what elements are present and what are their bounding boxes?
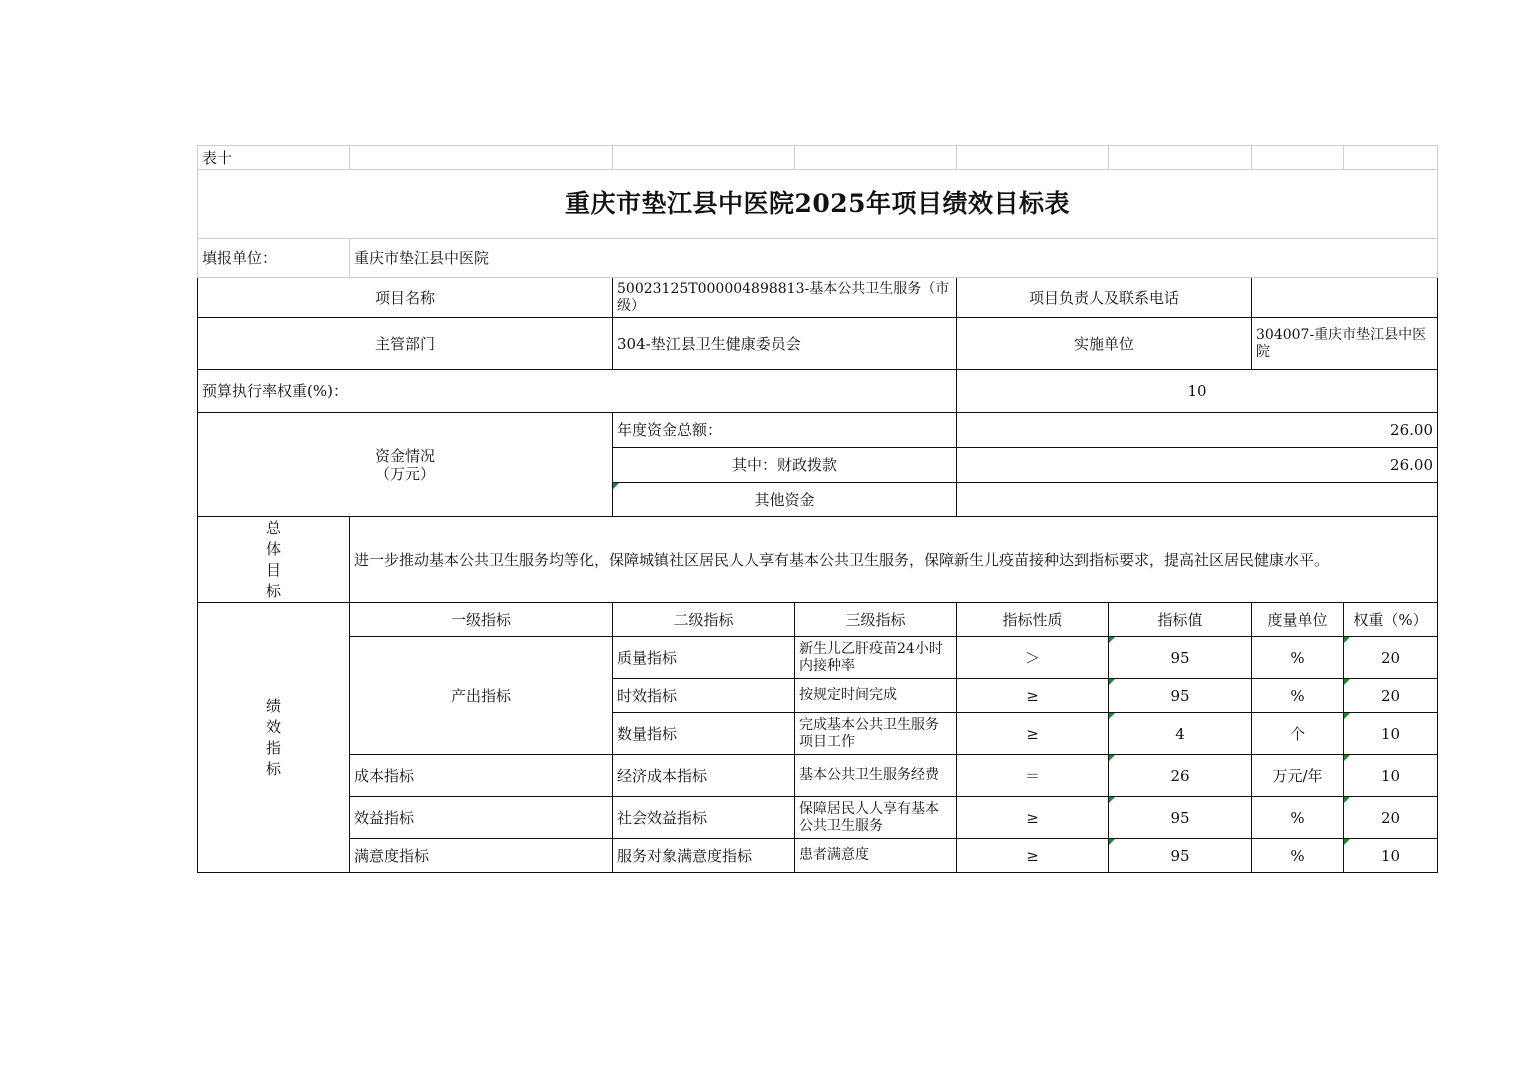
funds-fiscal-label: 其中：财政拨款 (613, 448, 957, 483)
header-level1: 一级指标 (350, 603, 613, 637)
funds-total-row (198, 413, 1438, 448)
unit-cell: % (1252, 797, 1344, 839)
table-row (198, 637, 1438, 679)
funds-total-label: 年度资金总额： (613, 413, 957, 448)
unit-cell: % (1252, 839, 1344, 873)
header-level2: 二级指标 (613, 603, 795, 637)
level3-cell: 基本公共卫生服务经费 (795, 755, 957, 797)
fill-unit-value: 重庆市垫江县中医院 (350, 239, 1438, 278)
weight-cell: 10 (1344, 755, 1438, 797)
value-cell: 95 (1109, 797, 1252, 839)
table-number-row (198, 146, 1438, 170)
level2-cell: 经济成本指标 (613, 755, 795, 797)
department-value: 304-垫江县卫生健康委员会 (613, 318, 957, 370)
level3-cell: 按规定时间完成 (795, 679, 957, 713)
nature-cell: ＞ (957, 637, 1109, 679)
implementing-unit-value: 304007-重庆市垫江县中医院 (1252, 318, 1438, 370)
unit-cell: 万元/年 (1252, 755, 1344, 797)
project-name-row (198, 278, 1438, 318)
funds-fiscal-value: 26.00 (957, 448, 1438, 483)
project-contact-value (1252, 278, 1438, 318)
header-nature: 指标性质 (957, 603, 1109, 637)
unit-cell: 个 (1252, 713, 1344, 755)
budget-weight-label: 预算执行率权重(%)： (198, 370, 957, 413)
weight-cell: 10 (1344, 839, 1438, 873)
nature-cell: ≥ (957, 713, 1109, 755)
level3-cell: 患者满意度 (795, 839, 957, 873)
fill-unit-row (198, 239, 1438, 278)
budget-weight-row (198, 370, 1438, 413)
header-value: 指标值 (1109, 603, 1252, 637)
level2-cell: 时效指标 (613, 679, 795, 713)
department-label: 主管部门 (198, 318, 613, 370)
nature-cell: ≥ (957, 679, 1109, 713)
title-row (198, 170, 1438, 239)
table-row (198, 797, 1438, 839)
weight-cell: 20 (1344, 797, 1438, 839)
level1-cell: 效益指标 (350, 797, 613, 839)
fill-unit-label: 填报单位： (198, 239, 350, 278)
level3-cell: 保障居民人人享有基本公共卫生服务 (795, 797, 957, 839)
weight-cell: 20 (1344, 637, 1438, 679)
overall-goal-row (198, 517, 1438, 603)
level2-cell: 服务对象满意度指标 (613, 839, 795, 873)
header-unit: 度量单位 (1252, 603, 1344, 637)
funds-label-line1: 资金情况 (374, 446, 435, 465)
nature-cell: ＝ (957, 755, 1109, 797)
project-contact-label: 项目负责人及联系电话 (957, 278, 1252, 318)
header-level3: 三级指标 (795, 603, 957, 637)
level1-cell: 满意度指标 (350, 839, 613, 873)
header-weight: 权重（%） (1344, 603, 1438, 637)
project-name-value: 50023125T000004898813-基本公共卫生服务（市级） (613, 278, 957, 318)
unit-cell: % (1252, 679, 1344, 713)
overall-goal-label: 总 体 目 标 (198, 517, 350, 603)
project-name-label: 项目名称 (198, 278, 613, 318)
funds-other-label: 其他资金 (613, 483, 957, 517)
table-row (198, 755, 1438, 797)
implementing-unit-label: 实施单位 (957, 318, 1252, 370)
indicators-label: 绩 效 指 标 (198, 603, 350, 873)
budget-weight-value: 10 (957, 370, 1438, 413)
funds-total-value: 26.00 (957, 413, 1438, 448)
unit-cell: % (1252, 637, 1344, 679)
performance-target-sheet (197, 145, 1437, 873)
table-number: 表十 (198, 146, 350, 170)
page-title: 重庆市垫江县中医院2025年项目绩效目标表 (198, 170, 1438, 239)
funds-label-line2: （万元） (374, 464, 435, 483)
level3-cell: 新生儿乙肝疫苗24小时内接种率 (795, 637, 957, 679)
level3-cell: 完成基本公共卫生服务项目工作 (795, 713, 957, 755)
weight-cell: 10 (1344, 713, 1438, 755)
weight-cell: 20 (1344, 679, 1438, 713)
level2-cell: 社会效益指标 (613, 797, 795, 839)
value-cell: 4 (1109, 713, 1252, 755)
value-cell: 95 (1109, 839, 1252, 873)
overall-goal-text: 进一步推动基本公共卫生服务均等化，保障城镇社区居民人人享有基本公共卫生服务，保障新生儿疫苗接种达到指标要求，提高社区居民健康水平。 (350, 517, 1438, 603)
level1-cell: 成本指标 (350, 755, 613, 797)
value-cell: 95 (1109, 679, 1252, 713)
performance-target-table (197, 145, 1438, 873)
nature-cell: ≥ (957, 797, 1109, 839)
output-indicator-label: 产出指标 (350, 637, 613, 755)
department-row (198, 318, 1438, 370)
value-cell: 26 (1109, 755, 1252, 797)
indicator-header-row (198, 603, 1438, 637)
value-cell: 95 (1109, 637, 1252, 679)
level2-cell: 数量指标 (613, 713, 795, 755)
table-row (198, 839, 1438, 873)
funds-other-value (957, 483, 1438, 517)
level2-cell: 质量指标 (613, 637, 795, 679)
nature-cell: ≥ (957, 839, 1109, 873)
funds-label (198, 413, 613, 517)
